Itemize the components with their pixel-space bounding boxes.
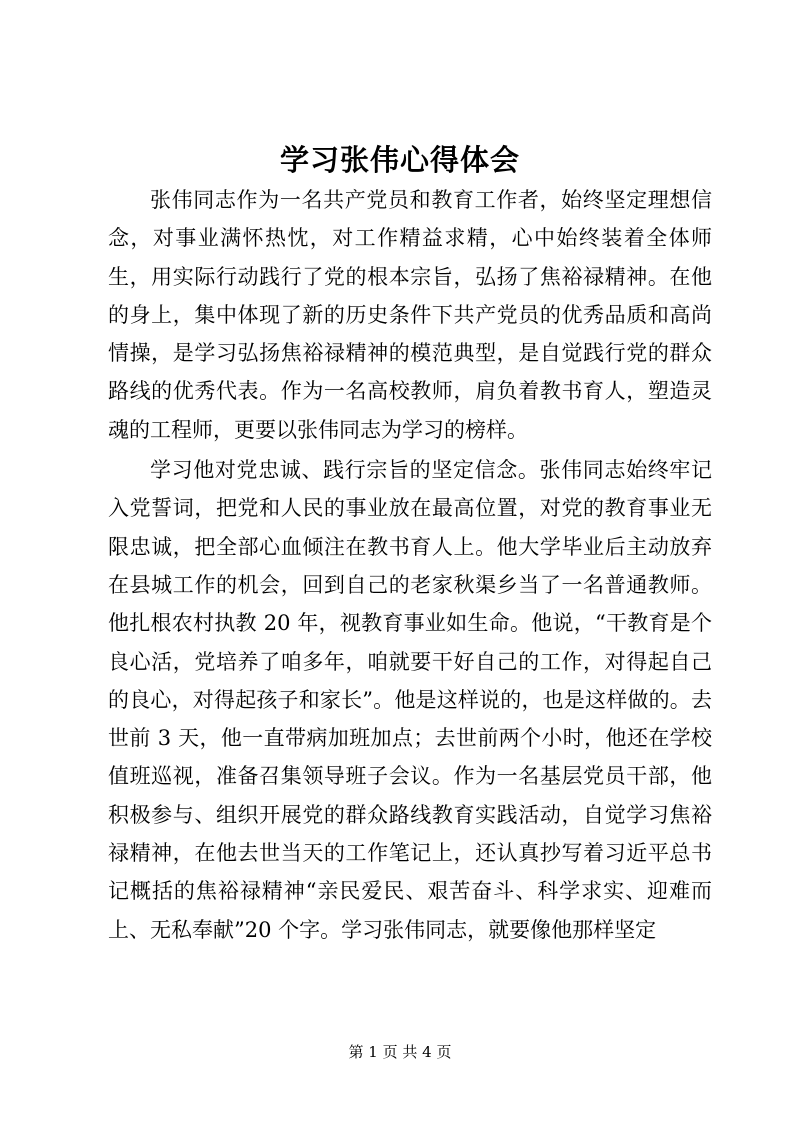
paragraph-2: 学习他对党忠诚、践行宗旨的坚定信念。张伟同志始终牢记入党誓词，把党和人民的事业放在最高位置，对党的教育事业无限忠诚，把全部心血倾注在教书育人上。他大学毕业后主动放弃在县城工作的机会，回到自己的老家秋渠乡当了一名普通教师。他扎根农村执教 20 年，视教育事业如生命。他说，“干教育是个良心活，党培养了咱多年，咱就要干好自己的工作，对得起自己的良心，对得起孩子和家长”。他是这样说的，也是这样做的。去世前 3 天，他一直带病加班加点；去世前两个小时，他还在学校值班巡视，准备召集领导班子会议。作为一名基层党员干部，他积极参与、组织开展党的群众路线教育实践活动，自觉学习焦裕禄精神，在他去世当天的工作笔记上，还认真抄写着习近平总书记概括的焦裕禄精神“亲民爱民、艰苦奋斗、科学求实、迎难而上、无私奉献”20 个字。学习张伟同志，就要像他那样坚定 [108, 458, 712, 942]
page-number-footer: 第 1 页 共 4 页 [348, 1043, 452, 1061]
document-body [108, 181, 712, 949]
document-title: 学习张伟心得体会 [279, 143, 520, 177]
paragraph-1: 张伟同志作为一名共产党员和教育工作者，始终坚定理想信念，对事业满怀热忱，对工作精益求精，心中始终装着全体师生，用实际行动践行了党的根本宗旨，弘扬了焦裕禄精神。在他的身上，集中体现了新的历史条件下共产党员的优秀品质和高尚情操，是学习弘扬焦裕禄精神的模范典型，是自觉践行党的群众路线的优秀代表。作为一名高校教师，肩负着教书育人，塑造灵魂的工程师，更要以张伟同志为学习的榜样。 [108, 188, 712, 442]
